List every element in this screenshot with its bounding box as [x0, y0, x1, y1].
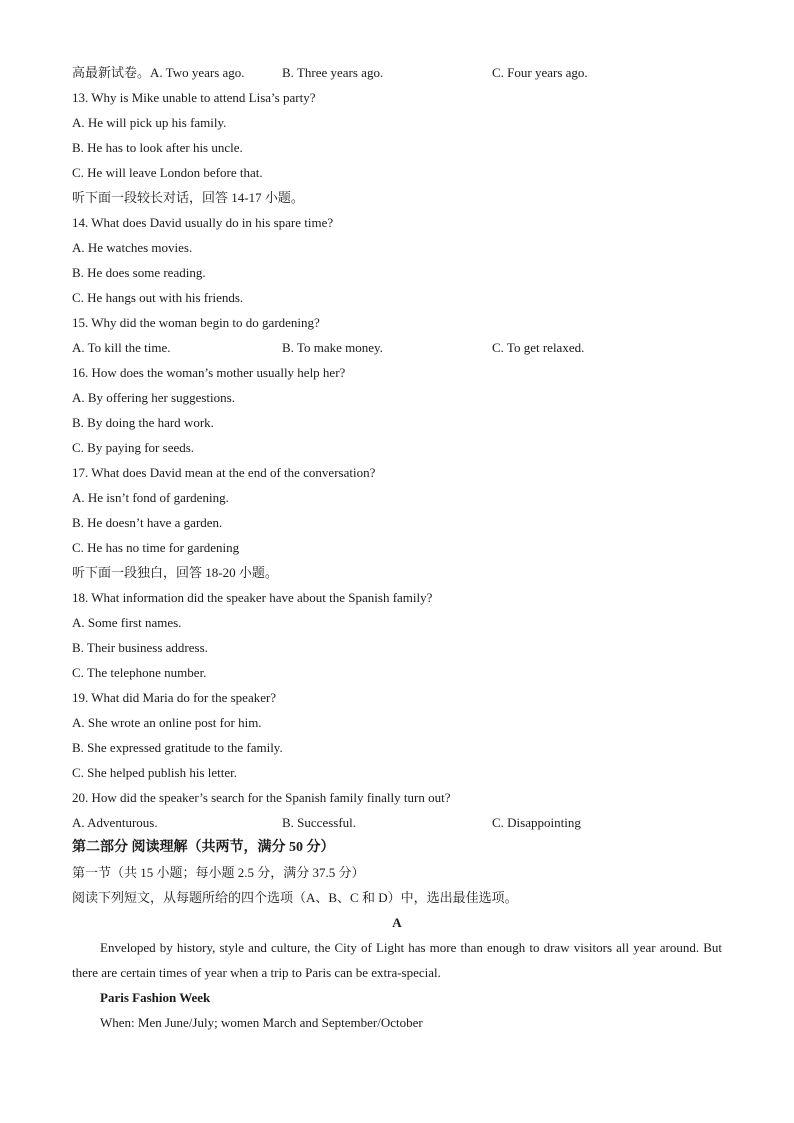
q13-question: 13. Why is Mike unable to attend Lisa’s party? [72, 90, 316, 105]
section1-heading: 第一节（共 15 小题；每小题 2.5 分，满分 37.5 分） [72, 865, 365, 880]
q15-option-b: B. To make money. [282, 340, 383, 355]
q14-option-c: C. He hangs out with his friends. [72, 290, 244, 305]
q12-prefix: 高最新试卷。 [72, 65, 151, 80]
q16-option-c: C. By paying for seeds. [72, 440, 195, 455]
q18-question: 18. What information did the speaker have about the Spanish family? [72, 590, 433, 605]
q12-option-a: A. Two years ago. [150, 65, 245, 80]
q19-option-b: B. She expressed gratitude to the family. [72, 740, 283, 755]
passage-paragraph-1: Enveloped by history, style and culture, the City of Light has more than enough to draw visitors all year around. But there are certain times of year when a trip to Paris can be extra-special. [72, 940, 722, 980]
q20-option-a: A. Adventurous. [72, 815, 158, 830]
instruction-14-17: 听下面一段较长对话，回答 14-17 小题。 [72, 190, 304, 205]
q18-option-b: B. Their business address. [72, 640, 208, 655]
q20-question: 20. How did the speaker’s search for the Spanish family finally turn out? [72, 790, 451, 805]
q20-option-b: B. Successful. [282, 815, 357, 830]
q13-option-b: B. He has to look after his uncle. [72, 140, 243, 155]
q13-option-c: C. He will leave London before that. [72, 165, 263, 180]
reading-instruction: 阅读下列短文，从每题所给的四个选项（A、B、C 和 D）中，选出最佳选项。 [72, 890, 518, 905]
part2-heading: 第二部分 阅读理解（共两节，满分 50 分） [72, 840, 335, 855]
q15-question: 15. Why did the woman begin to do gardening? [72, 315, 320, 330]
q20-options [72, 810, 722, 835]
q19-option-c: C. She helped publish his letter. [72, 765, 238, 780]
q17-option-c: C. He has no time for gardening [72, 540, 240, 555]
q17-option-a: A. He isn’t fond of gardening. [72, 490, 229, 505]
when-line: When: Men June/July; women March and September/October [100, 1015, 423, 1030]
q16-option-a: A. By offering her suggestions. [72, 390, 235, 405]
q17-option-b: B. He doesn’t have a garden. [72, 515, 223, 530]
q12-options [72, 60, 722, 85]
q16-option-b: B. By doing the hard work. [72, 415, 214, 430]
q12-prefix-and-option-a [72, 60, 282, 85]
q12-option-b: B. Three years ago. [282, 65, 384, 80]
instruction-18-20: 听下面一段独白，回答 18-20 小题。 [72, 565, 278, 580]
q14-option-b: B. He does some reading. [72, 265, 206, 280]
q14-question: 14. What does David usually do in his spare time? [72, 215, 334, 230]
q14-option-a: A. He watches movies. [72, 240, 193, 255]
q12-option-c: C. Four years ago. [492, 65, 588, 80]
q15-option-c: C. To get relaxed. [492, 340, 585, 355]
document-page [72, 60, 722, 1035]
q13-option-a: A. He will pick up his family. [72, 115, 227, 130]
q15-options [72, 335, 722, 360]
sub-heading: Paris Fashion Week [100, 990, 211, 1005]
q18-option-c: C. The telephone number. [72, 665, 207, 680]
q15-option-a: A. To kill the time. [72, 340, 171, 355]
q18-option-a: A. Some first names. [72, 615, 182, 630]
q19-question: 19. What did Maria do for the speaker? [72, 690, 277, 705]
q16-question: 16. How does the woman’s mother usually help her? [72, 365, 346, 380]
q17-question: 17. What does David mean at the end of the conversation? [72, 465, 376, 480]
q20-option-c: C. Disappointing [492, 815, 581, 830]
passage-label: A [392, 915, 402, 930]
q19-option-a: A. She wrote an online post for him. [72, 715, 262, 730]
